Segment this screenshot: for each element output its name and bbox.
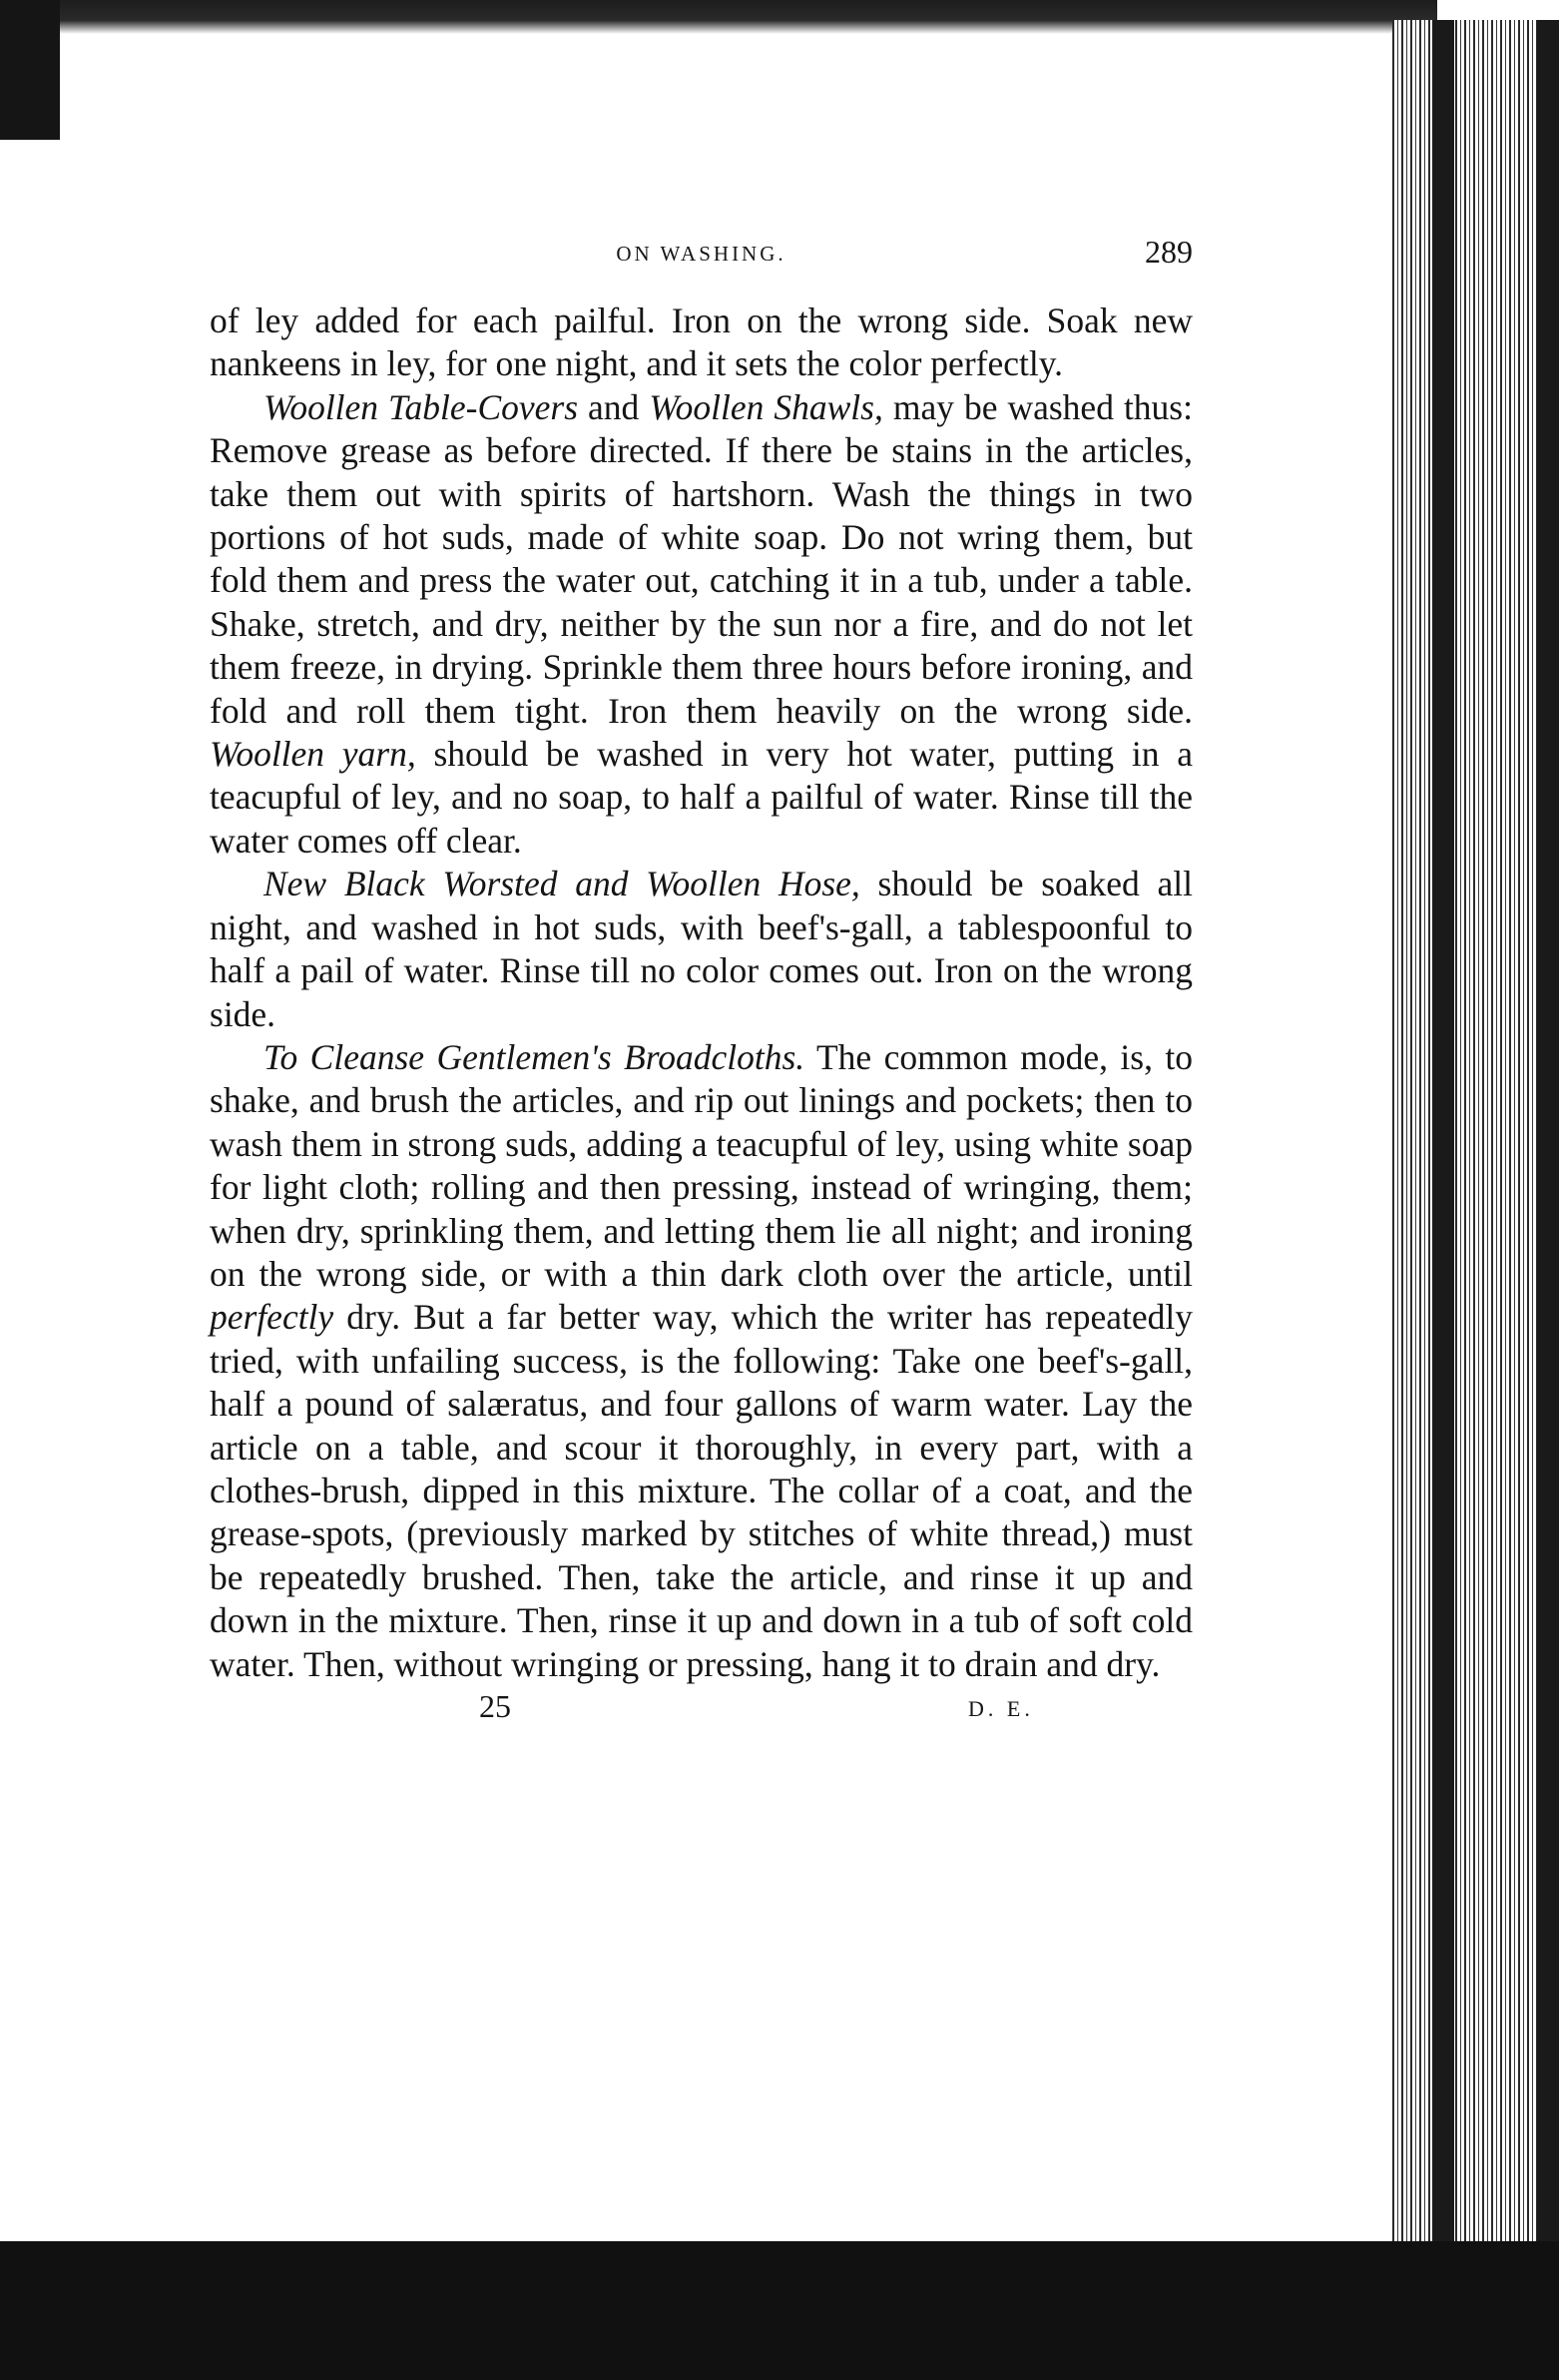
page-footer	[210, 1688, 1193, 1738]
paragraph	[210, 863, 1193, 1036]
text-run: and	[578, 386, 650, 427]
printer-marks: D. E.	[968, 1696, 1034, 1721]
italic-phrase: Woollen Shawls,	[649, 386, 883, 427]
scan-edge-bottom	[0, 2241, 1559, 2380]
italic-phrase: perfectly	[210, 1297, 334, 1338]
running-title: ON WASHING.	[616, 242, 786, 266]
book-page	[210, 230, 1193, 1738]
text-run: The common mode, is, to shake, and brush the articles, and rip out linings and pockets; then to wash them in strong suds, adding a teacupful of ley, using white soap for light cloth; rolling and then pressing, instead of wringing, them; when dry, sprinkling them, and letting them lie all night; and ironing on the wrong side, or with a thin dark cloth over the article, until	[210, 1036, 1193, 1294]
paragraph	[210, 1036, 1193, 1686]
scan-edge-top	[0, 0, 1437, 34]
signature-mark: 25	[479, 1688, 511, 1724]
paragraph	[210, 386, 1193, 863]
page-number: 289	[1145, 234, 1193, 270]
text-run: of ley added for each pailful. Iron on the wrong side. Soak new nankeens in ley, for one night, and it sets the color perfectly.	[210, 300, 1193, 384]
book-fore-edge	[1392, 20, 1559, 2246]
running-head	[210, 230, 1193, 280]
body-text	[210, 299, 1193, 1686]
text-run: dry. But a far better way, which the writer has repeatedly tried, with unfailing success, is the following: Take one beef's-gall, half a pound of salæratus, and four gallons of warm water. Lay the article on a table, and scour it thoroughly, in every part, with a clothes-brush, dipped in this mixture. The collar of a coat, and the grease-spots, (previously marked by stitches of white thread,) must be repeatedly brushed. Then, take the article, and rinse it up and down in the mixture. Then, rinse it up and down in a tub of soft cold water. Then, without wringing or pressing, hang it to drain and dry.	[210, 1297, 1193, 1684]
italic-phrase: Woollen Table-Covers	[263, 386, 579, 427]
text-run: may be washed thus: Remove grease as before directed. If there be stains in the articles, take them out with spirits of hartshorn. Wash the things in two portions of hot suds, made of white soap. Do not wring them, but fold them and press the water out, catching it in a tub, under a table. Shake, stretch, and dry, neither by the sun nor a fire, and do not let them freeze, in drying. Sprinkle them three hours before ironing, and fold and roll them tight. Iron them heavily on the wrong side.	[210, 386, 1193, 731]
italic-phrase: New Black Worsted and Woollen Hose,	[263, 864, 860, 904]
text-run: should be washed in very hot water, putting in a teacupful of ley, and no soap, to half a pailful of water. Rinse till the water comes off clear.	[210, 734, 1194, 861]
italic-phrase: To Cleanse Gentlemen's Broadcloths.	[263, 1036, 805, 1077]
paragraph	[210, 299, 1193, 386]
scan-edge-corner	[0, 0, 60, 140]
book-fore-edge-band	[1432, 20, 1454, 2246]
text-run: should be soaked all night, and washed in hot suds, with beef's-gall, a tablespoonful to half a pail of water. Rinse till no color comes out. Iron on the wrong side.	[210, 864, 1194, 1034]
italic-phrase: Woollen yarn,	[210, 734, 416, 775]
book-fore-edge-outer	[1537, 20, 1559, 2246]
